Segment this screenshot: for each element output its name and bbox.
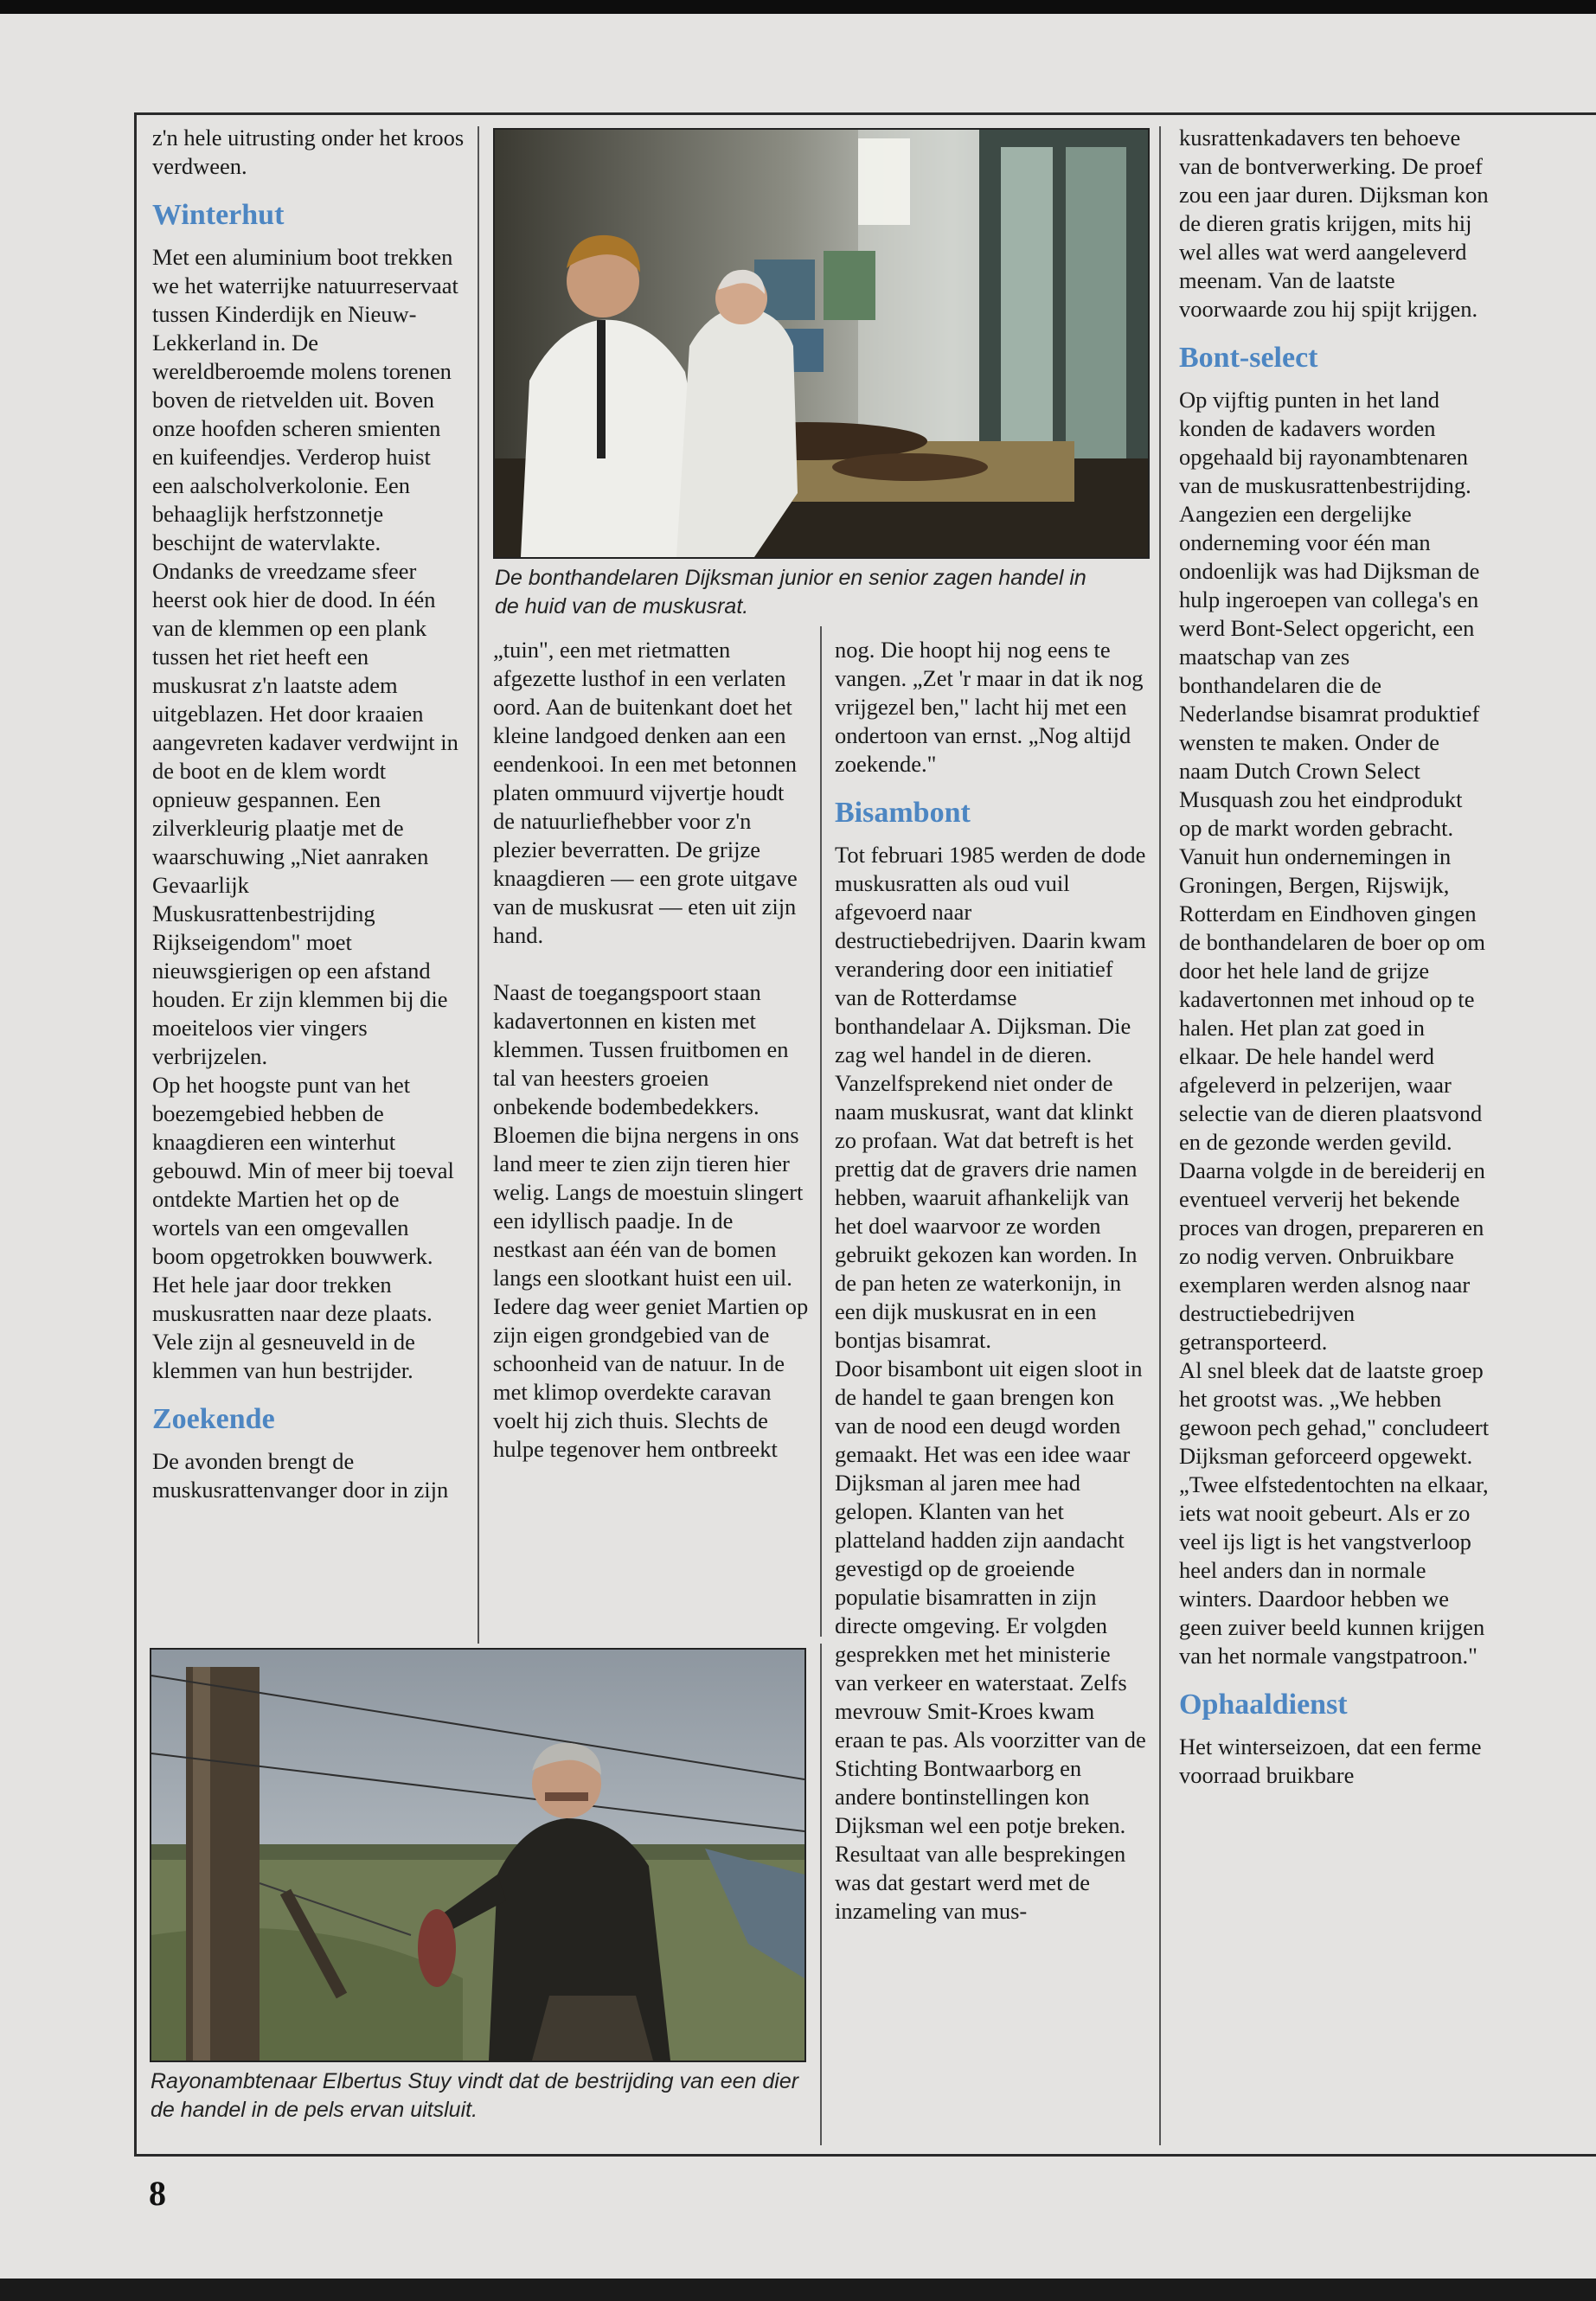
frame-bottom-rule xyxy=(134,2154,1596,2157)
paragraph: Tot februari 1985 werden de dode muskusratten als oud vuil afgevoerd naar destructiebedrijven. Daarin kwam verandering door een initiatief van de Rotterdamse bonthandelaar A. Dijksman. Die zag wel handel in de dieren. Vanzelfsprekend niet onder de naam muskusrat, want dat klinkt zo profaan. Wat dat betreft is het prettig dat de gravers drie namen hebben, waaruit afhankelijk van het doel waarvoor ze worden gebruikt gekozen kan worden. In de pan heten ze waterkonijn, in een dijk muskusrat en in een bontjas bisamrat. xyxy=(835,842,1146,1353)
frame-left-rule xyxy=(134,112,137,2156)
paragraph: Iedere dag weer geniet Martien op zijn eigen grondgebied van de schoonheid van de natuur. In de met klimop overdekte caravan voelt hij zich thuis. Slechts de hulpe tegenover hem ontbreekt xyxy=(493,1293,809,1462)
section-heading-ophaaldienst: Ophaaldienst xyxy=(1179,1689,1348,1721)
paragraph: Op het hoogste punt van het boezemgebied hebben de knaagdieren een winterhut gebouwd. Min of meer bij toeval ontdekte Martien het op de wortels van een omgevallen boom opgetrokken bouwwerk. Het hele jaar door trekken muskusratten naar deze plaats. Vele zijn al gesneuveld in de klemmen van hun bestrijder. xyxy=(152,1072,454,1383)
section-heading-winterhut: Winterhut xyxy=(152,199,285,231)
paragraph: kusrattenkadavers ten behoeve van de bontverwerking. De proef zou een jaar duren. Dijksman kon de dieren gratis krijgen, mits hij wel alles wat werd aangeleverd meenam. Van de laatste voorwaarde zou hij spijt krijgen. xyxy=(1179,125,1489,322)
column-divider-3 xyxy=(820,1644,822,2145)
article-column-2 xyxy=(493,636,809,1639)
photo-caption-furriers: De bonthandelaren Dijksman junior en senior zagen handel in de huid van de muskusrat. xyxy=(495,566,1086,619)
paragraph: nog. Die hoopt hij nog eens te vangen. „Zet 'r maar in dat ik nog vrijgezel ben," lacht hij met een ondertoon van ernst. „Nog altijd zoekende." xyxy=(835,637,1144,777)
paragraph: Vanuit hun ondernemingen in Groningen, Bergen, Rijswijk, Rotterdam en Eindhoven gingen de bonthandelaren de boer op om door het hele land de grijze kadavertonnen met inhoud op te halen. Het plan zat goed in elkaar. De hele handel werd afgeleverd in pelzerijen, waar selectie van de dieren plaatsvond en de gezonde werden gevild. Daarna volgde in de bereiderij en eventueel ververij het bekende proces van drogen, prepareren en zo nodig verven. Onbruikbare exemplaren werden alsnog naar destructiebedrijven getransporteerd. xyxy=(1179,843,1485,1355)
paragraph: Door bisambont uit eigen sloot in de handel te gaan brengen kon van de nood een deugd worden gemaakt. Het was een idee waar Dijksman al jaren mee had gelopen. Klanten van het platteland hadden zijn aandacht gevestigd op de groeiende populatie bisamratten in zijn directe omgeving. Er volgden gesprekken met het ministerie van verkeer en waterstaat. Zelfs mevrouw Smit-Kroes kwam eraan te pas. Als voorzitter van de Stichting Bontwaarborg en andere bontinstellingen kon Dijksman wel een potje breken. Resultaat van alle besprekingen was dat gestart werd met de inzameling van mus- xyxy=(835,1356,1146,1924)
paragraph: „tuin", een met rietmatten afgezette lusthof in een verlaten oord. Aan de buitenkant doet het kleine landgoed denken aan een eendenkooi. In een met betonnen platen ommuurd vijvertje houdt de natuurliefhebber voor z'n plezier beverratten. De grijze knaagdieren — een grote uitgave van de muskusrat — eten uit zijn hand. xyxy=(493,637,798,948)
section-heading-bisambont: Bisambont xyxy=(835,797,971,829)
article-column-1 xyxy=(152,124,465,1644)
section-heading-zoekende: Zoekende xyxy=(152,1403,275,1435)
frame-top-rule xyxy=(134,112,1596,115)
photo-caption-rat-catcher: Rayonambtenaar Elbertus Stuy vindt dat de bestrijding van een dier de handel in de pels ervan uitsluit. xyxy=(151,2069,799,2122)
column-divider-4 xyxy=(1159,126,1161,2145)
article-column-3 xyxy=(835,636,1148,2150)
paragraph: Op vijftig punten in het land konden de kadavers worden opgehaald bij rayonambtenaren van de muskusrattenbestrijding. Aangezien een dergelijke onderneming voor één man ondoenlijk was had Dijksman de hulp ingeroepen van collega's en werd Bont-Select opgericht, een maatschap van zes bonthandelaren die de Nederlandse bisamrat produktief wensten te maken. Onder de naam Dutch Crown Select Musquash zou het eindprodukt op de markt worden gebracht. xyxy=(1179,387,1480,841)
furriers-photo-image xyxy=(495,130,1148,557)
paragraph: Het winterseizoen, dat een ferme voorraad bruikbare xyxy=(1179,1734,1482,1788)
photo-rat-catcher xyxy=(150,1648,806,2062)
paragraph: De avonden brengt de muskusrattenvanger door in zijn xyxy=(152,1448,449,1503)
scan-bottom-border xyxy=(0,2279,1596,2301)
scan-top-border xyxy=(0,0,1596,14)
rat-catcher-photo-image xyxy=(151,1650,804,2061)
paragraph: Al snel bleek dat de laatste groep het grootst was. „We hebben gewoon pech gehad," concludeert Dijksman geforceerd opgewekt. „Twee elfstedentochten na elkaar, iets wat nooit gebeurt. Als er zo veel ijs ligt is het vangstverloop heel anders dan in normale winters. Daardoor hebben we geen zuiver beeld kunnen krijgen van het normale vangstpatroon." xyxy=(1179,1357,1490,1669)
photo-furriers-workshop xyxy=(493,128,1150,559)
column-divider-2 xyxy=(820,626,822,1637)
section-heading-bont-select: Bont-select xyxy=(1179,342,1318,374)
paragraph: Met een aluminium boot trekken we het waterrijke natuurreservaat tussen Kinderdijk en Nieuw-Lekkerland in. De wereldberoemde molens torenen boven de rietvelden uit. Boven onze hoofden scheren smienten en kuifeendjes. Verderop huist een aalscholverkolonie. Een behaaglijk herfstzonnetje beschijnt de watervlakte. Ondanks de vreedzame sfeer heerst ook hier de dood. In één van de klemmen op een plank tussen het riet heeft een muskusrat z'n laatste adem uitgeblazen. Het door kraaien aangevreten kadaver verdwijnt in de boot en de klem wordt opnieuw gespannen. Een zilverkleurig plaatje met de waarschuwing „Niet aanraken Gevaarlijk Muskusrattenbestrijding Rijkseigendom" moet nieuwsgierigen op een afstand houden. Er zijn klemmen bij die moeiteloos vier vingers verbrijzelen. xyxy=(152,244,458,1069)
column-divider-1 xyxy=(478,126,479,1644)
page-number: 8 xyxy=(149,2174,166,2213)
paragraph: Naast de toegangspoort staan kadavertonnen en kisten met klemmen. Tussen fruitbomen en tal van heesters groeien onbekende bodembedekkers. Bloemen die bijna nergens in ons land meer te zien zijn tieren hier welig. Langs de moestuin slingert een idyllisch paadje. In de nestkast aan één van de bomen langs een slootkant huist een uil. xyxy=(493,979,804,1291)
article-column-4 xyxy=(1179,124,1490,2150)
paragraph: z'n hele uitrusting onder het kroos verdween. xyxy=(152,125,465,179)
